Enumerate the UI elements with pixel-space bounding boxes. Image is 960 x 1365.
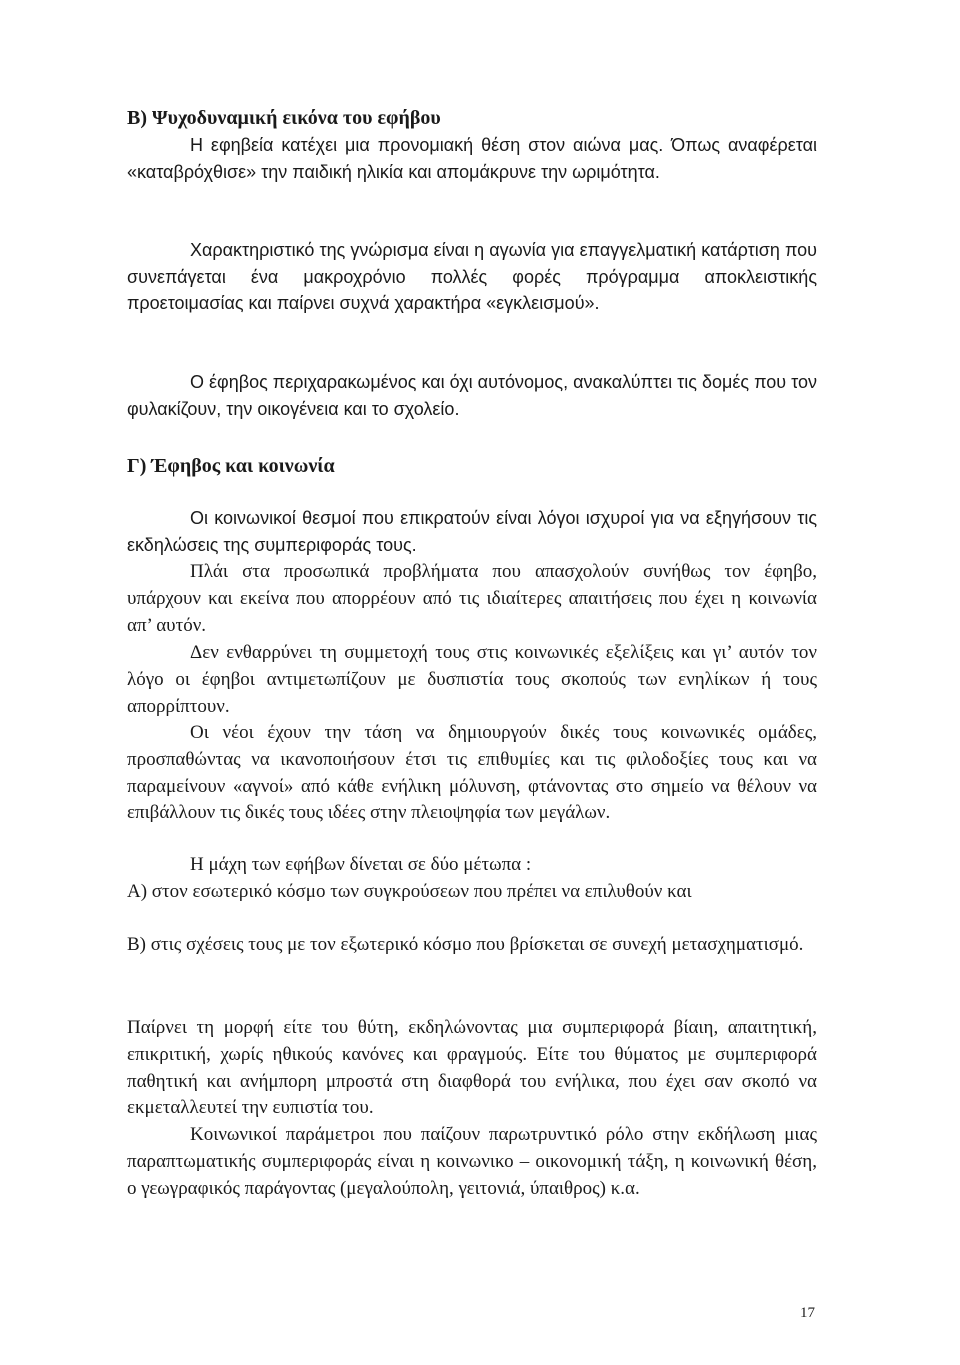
paragraph-b-2: Χαρακτηριστικό της γνώρισμα είναι η αγωνία για επαγγελματική κατάρτιση που συνεπάγεται ένα μακροχρόνιο πολλές φορές πρόγραμμα αποκλειστικής προετοιμασίας και παίρνει συχνά χαρακτήρα «εγκλεισμού». [127,240,817,313]
paragraph-c-6: Α) στον εσωτερικό κόσμο των συγκρούσεων που πρέπει να επιλυθούν και [127,881,692,902]
paragraph-c-8: Παίρνει τη μορφή είτε του θύτη, εκδηλώνοντας μια συμπεριφορά βίαιη, απαιτητική, επικριτική, χωρίς ηθικούς κανόνες και φραγμούς. Είτε του θύματος με συμπεριφορά παθητική και ανήμπορη μπροστά στη διαφθορά του ενήλικα, που έχει σαν σκοπό να εκμεταλλευτεί την ευπιστία του. [127,1017,817,1119]
paragraph-b-3: Ο έφηβος περιχαρακωμένος και όχι αυτόνομος, ανακαλύπτει τις δομές που τον φυλακίζουν, την οικογένεια και το σχολείο. [127,372,817,419]
paragraph-c-9: Κοινωνικοί παράμετροι που παίζουν παρωτρυντικό ρόλο στην εκδήλωση μιας παραπτωματικής συμπεριφοράς είναι η κοινωνικο – οικονομική τάξη, η κοινωνική θέση, ο γεωγραφικός παράγοντας (μεγαλούπολη, γειτονιά, ύπαιθρος) κ.α. [127,1124,817,1199]
paragraph-c-4: Οι νέοι έχουν την τάση να δημιουργούν δικές τους κοινωνικές ομάδες, προσπαθώντας να ικανοποιήσουν έτσι τις επιθυμίες και τις φιλοδοξίες τους και να παραμείνουν «αγνοί» από κάθε ενήλικη μόλυνση, φτάνοντας στο σημείο να θέλουν να επιβάλλουν τις δικές τους ιδέες στην πλειοψηφία των μεγάλων. [127,722,817,824]
section-heading-c: Γ) Έφηβος και κοινωνία [127,455,335,477]
paragraph-c-3: Δεν ενθαρρύνει τη συμμετοχή τους στις κοινωνικές εξελίξεις και γι’ αυτόν τον λόγο οι έφηβοι αντιμετωπίζουν με δυσπιστία τους σκοπούς των ενηλίκων ή τους απορρίπτουν. [127,642,817,717]
paragraph-c-7: Β) στις σχέσεις τους με τον εξωτερικό κόσμο που βρίσκεται σε συνεχή μετασχηματισμό. [127,934,804,955]
paragraph-c-2: Πλάι στα προσωπικά προβλήματα που απασχολούν συνήθως τον έφηβο, υπάρχουν και εκείνα που απορρέουν από τις ιδιαίτερες απαιτήσεις που έχει η κοινωνία απ’ αυτόν. [127,561,817,636]
paragraph-b-1: Η εφηβεία κατέχει μια προνομιακή θέση στον αιώνα μας. Όπως αναφέρεται «καταβρόχθισε» την παιδική ηλικία και απομάκρυνε την ωριμότητα. [127,135,817,182]
page-number: 17 [800,1305,815,1321]
paragraph-c-1: Οι κοινωνικοί θεσμοί που επικρατούν είναι λόγοι ισχυροί για να εξηγήσουν τις εκδηλώσεις της συμπεριφοράς τους. [127,508,817,555]
section-heading-b: Β) Ψυχοδυναμική εικόνα του εφήβου [127,107,441,129]
paragraph-c-5: Η μάχη των εφήβων δίνεται σε δύο μέτωπα : [190,854,532,875]
